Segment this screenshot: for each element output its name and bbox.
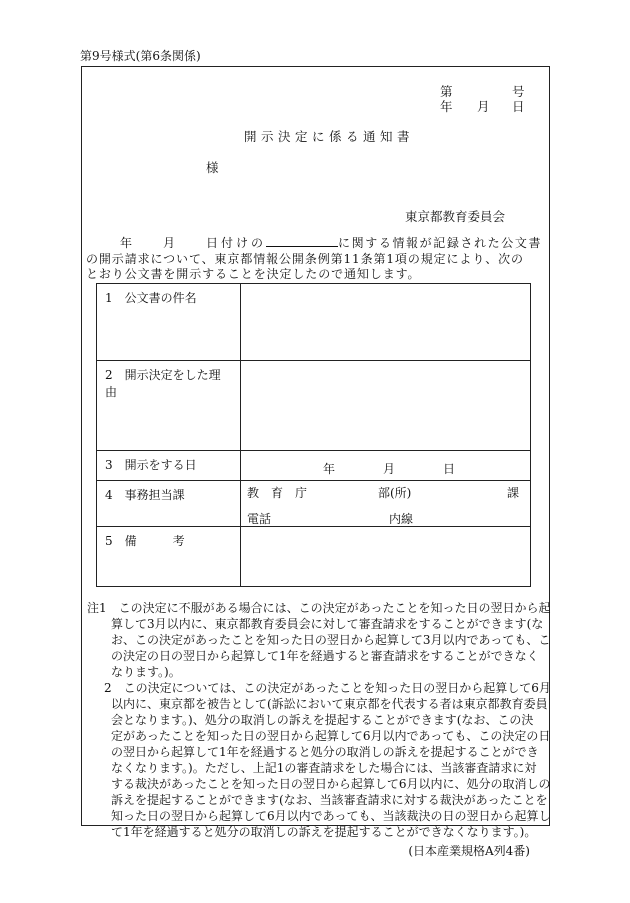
note-2-line-6: なくなります。)。ただし、上記1の審査請求をした場合には、当該審査請求に対 [111, 761, 537, 775]
row-label: 2 開示決定をした理由 [97, 361, 241, 451]
body-line-2: の開示請求について、東京都情報公開条例第11条第1項の規定により、次の [86, 252, 524, 266]
body-line-3: とおり公文書を開示することを決定したので通知します。 [86, 267, 421, 281]
note-1-line-1: 注1 この決定に不服がある場合には、この決定があったことを知った日の翌日から起 [87, 601, 551, 615]
row-label: 1 公文書の件名 [97, 284, 241, 361]
body-hizuke: 日付けの [206, 236, 267, 250]
open-date-hi: 日 [443, 462, 456, 476]
date-hi: 日 [512, 99, 525, 114]
disclosure-table [96, 283, 531, 587]
row-label: 5 備 考 [97, 527, 241, 587]
note-2-line-9: 知った日の翌日から起算して6月以内であっても、当該裁決の日の翌日から起算し [111, 809, 551, 823]
note-2-line-2: 以内に、東京都を被告として(訴訟において東京都を代表する者は東京都教育委員 [111, 697, 548, 711]
addressee-sama: 様 [206, 160, 219, 175]
paper-spec: (日本産業規格A列4番) [408, 844, 530, 858]
row-label: 4 事務担当課 [97, 481, 241, 527]
body-nen: 年 [120, 236, 133, 250]
table-row [97, 361, 531, 451]
open-date-tsuki: 月 [383, 462, 396, 476]
number-go: 号 [512, 84, 525, 99]
dept-naisen: 内線 [389, 512, 414, 526]
issuer: 東京都教育委員会 [405, 209, 506, 224]
note-2-line-4: 定があったことを知った日の翌日から起算して6月以内であっても、この決定の日 [111, 729, 551, 743]
row-label: 3 開示をする日 [97, 451, 241, 481]
body-rest: に関する情報が記録された公文書 [338, 236, 543, 250]
dept-bu: 部(所) [378, 486, 412, 500]
body-line-1 [120, 234, 542, 251]
note-1-line-3: お、この決定があったことを知った日の翌日から起算して3月以内であっても、こ [111, 633, 551, 647]
note-2-line-5: の翌日から起算して1年を経過すると処分の取消しの訴えを提起することができ [111, 745, 539, 759]
dept-kyoikucho: 教 育 庁 [247, 486, 308, 500]
note-2-line-10: て1年を経過すると処分の取消しの訴えを提起することができなくなります。)。 [111, 825, 537, 839]
number-dai: 第 [440, 84, 453, 99]
dept-ka: 課 [507, 486, 520, 500]
row-value [241, 361, 531, 451]
open-date-nen: 年 [323, 462, 336, 476]
body-tsuki: 月 [163, 236, 176, 250]
document-title: 開示決定に係る通知書 [244, 129, 415, 144]
note-2-line-7: する裁決があったことを知った日の翌日から起算して6月以内に、処分の取消しの [111, 777, 551, 791]
table-row [97, 451, 531, 481]
dept-denwa: 電話 [247, 512, 272, 526]
note-2-line-3: 会となります。)、処分の取消しの訴えを提起することができます(なお、この決 [111, 713, 534, 727]
row-value [241, 451, 531, 481]
table-row [97, 284, 531, 361]
table-row [97, 527, 531, 587]
date-nen: 年 [440, 99, 453, 114]
date-tsuki: 月 [477, 99, 490, 114]
note-1-line-4: の決定の日の翌日から起算して1年を経過すると審査請求をすることができなく [111, 649, 539, 663]
note-1-line-5: なります。)。 [111, 665, 181, 679]
note-2-line-1: 2 この決定については、この決定があったことを知った日の翌日から起算して6月 [104, 681, 551, 695]
subject-blank [266, 235, 338, 247]
table-row [97, 481, 531, 527]
row-value [241, 481, 531, 527]
note-2-line-8: 訴えを提起することができます(なお、当該審査請求に対する裁決があったことを [111, 793, 548, 807]
row-value [241, 527, 531, 587]
note-1-line-2: 算して3月以内に、東京都教育委員会に対して審査請求をすることができます(な [111, 617, 544, 631]
row-value [241, 284, 531, 361]
form-code: 第9号様式(第6条関係) [80, 49, 201, 63]
